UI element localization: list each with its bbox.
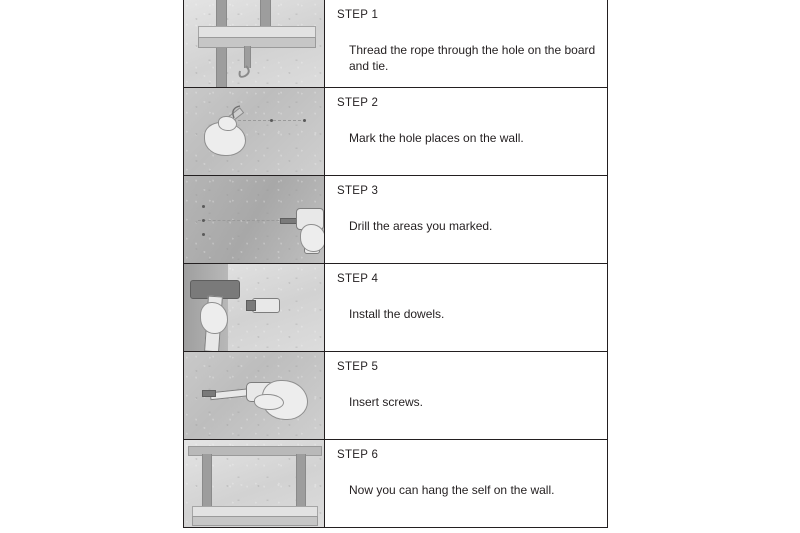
screwdriver-screw-illustration xyxy=(184,352,325,439)
shelf-board-edge xyxy=(192,516,318,526)
hand xyxy=(300,224,325,252)
mark-dot xyxy=(202,233,205,236)
step-label: STEP 4 xyxy=(337,273,379,285)
mark-dot xyxy=(202,205,205,208)
finished-shelf-illustration xyxy=(184,440,325,527)
step-text-cell xyxy=(325,440,607,527)
hammer-dowel-illustration xyxy=(184,264,325,351)
step-row xyxy=(183,176,608,264)
screw xyxy=(202,390,216,397)
marking-arc-icon xyxy=(184,88,324,175)
rope-knot-icon xyxy=(184,0,324,87)
rope-right xyxy=(296,454,306,510)
step-text-cell xyxy=(325,0,607,87)
step-label: STEP 2 xyxy=(337,97,379,109)
step-label: STEP 5 xyxy=(337,361,379,373)
step-label: STEP 1 xyxy=(337,9,379,21)
step-text-cell xyxy=(325,176,607,263)
dowel-tip xyxy=(246,300,256,311)
step-row xyxy=(183,264,608,352)
hand xyxy=(200,302,228,334)
hand-marking-wall-illustration xyxy=(184,88,325,175)
step-description: Mark the hole places on the wall. xyxy=(349,131,524,145)
hand-finger xyxy=(254,394,284,410)
step-row xyxy=(183,352,608,440)
rope-left xyxy=(202,454,212,510)
step-description: Thread the rope through the hole on the board and tie. xyxy=(349,43,596,73)
step-text-cell xyxy=(325,88,607,175)
step-description: Install the dowels. xyxy=(349,307,445,321)
step-label: STEP 3 xyxy=(337,185,379,197)
dowel xyxy=(252,298,280,313)
steps-list xyxy=(183,0,608,528)
step-description: Drill the areas you marked. xyxy=(349,219,493,233)
rope-through-board-illustration xyxy=(184,0,325,87)
step-description: Now you can hang the self on the wall. xyxy=(349,483,555,497)
step-description: Insert screws. xyxy=(349,395,424,409)
step-row xyxy=(183,440,608,528)
mark-dot xyxy=(202,219,205,222)
drill-wall-illustration xyxy=(184,176,325,263)
step-row xyxy=(183,0,608,88)
step-row xyxy=(183,88,608,176)
step-text-cell xyxy=(325,352,607,439)
step-label: STEP 6 xyxy=(337,449,379,461)
step-text-cell xyxy=(325,264,607,351)
